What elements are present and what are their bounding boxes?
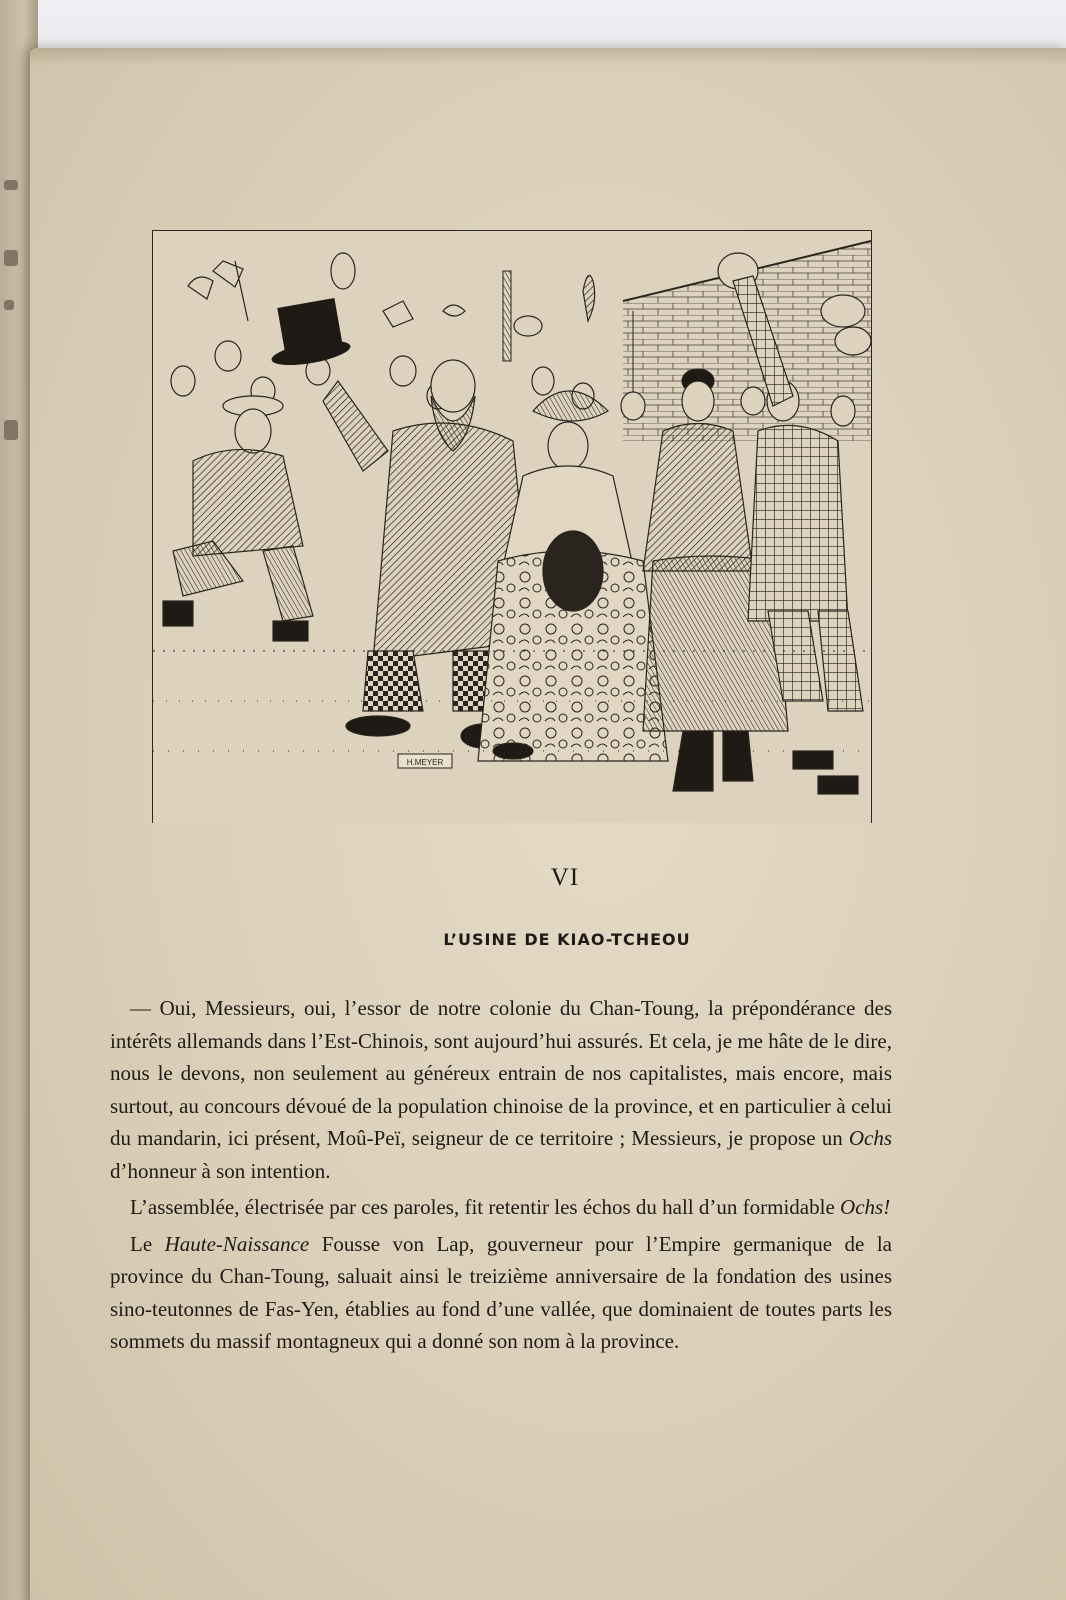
- artist-signature: [398, 754, 452, 768]
- paragraph-1-italic: Ochs: [848, 1126, 892, 1150]
- paragraph-1-text-end: d’honneur à son intention.: [110, 1158, 331, 1183]
- chimney: [503, 271, 511, 361]
- ink-mark: [4, 180, 18, 190]
- book-page: [30, 48, 1066, 1600]
- paragraph-2-text: L’assemblée, électrisée par ces paroles, fit retentir les échos du hall d’un formidable: [130, 1195, 841, 1219]
- paragraph-2: [110, 1191, 892, 1224]
- chapter-title: L’USINE DE KIAO-TCHEOU: [443, 930, 691, 949]
- crowd-scene-engraving: [153, 231, 871, 823]
- ink-mark: [4, 300, 14, 310]
- paragraph-3-text-end: Fousse von Lap, gouverneur pour l’Empire germanique de la province du Chan-Toung, saluait ainsi le treizième anniversaire de la fondation des usines sino-teutonnes de Fas-Yen, établies au fond d’une vallée, que dominaient de toutes parts les sommets du massif montagneux qui a donné son nom à la province.: [110, 1231, 892, 1353]
- ink-mark: [4, 250, 18, 266]
- top-hat: [270, 298, 352, 370]
- paragraph-1-text: — Oui, Messieurs, oui, l’essor de notre colonie du Chan-Toung, la prépondérance des intérêts allemands dans l’Est-Chinois, sont aujourd’hui assurés. Et cela, je me hâte de le dire, nous le devons, non seulement au généreux entrain de nos capitalistes, mais encore, mais surtout, au concours dévoué de la population chinoise de la province, et en particulier à celui du mandarin, ici présent, Moû-Peï, seigneur de ce territoire ; Messieurs, je propose un: [110, 996, 892, 1150]
- signature-text: H.MEYER: [406, 758, 444, 767]
- paragraph-3: [110, 1228, 892, 1358]
- paragraph-2-italic: Ochs!: [840, 1195, 891, 1219]
- chapter-number: VI: [550, 864, 580, 891]
- page-shadow: [30, 48, 1066, 66]
- paragraph-1: [110, 992, 892, 1187]
- paragraph-3-text: Le: [130, 1231, 165, 1256]
- paragraph-3-italic: Haute-Naissance: [164, 1231, 310, 1256]
- engraving-illustration: [152, 230, 872, 823]
- body-text: [110, 992, 892, 1358]
- seated-man-left: [163, 396, 313, 641]
- ink-mark: [4, 420, 18, 440]
